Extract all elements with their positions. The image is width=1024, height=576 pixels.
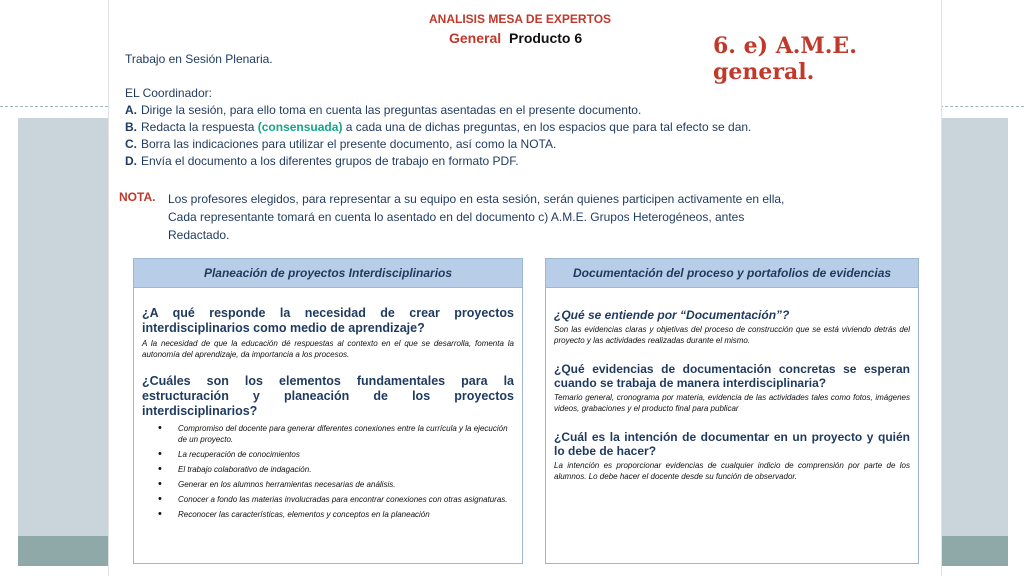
nota-text: Los profesores elegidos, para representar a su equipo en esta sesión, serán quienes participen activamente en ella, Cada representante tomará en cuenta lo asentado en del documento c) A.M.E. Grupos Heterogéneos, antes Redactado. [168, 192, 785, 242]
slide-band-right [940, 118, 1008, 536]
list-item: A. Dirige la sesión, para ello toma en cuenta las preguntas asentadas en el presente documento. [125, 103, 642, 117]
planning-box-header: Planeación de proyectos Interdisciplinarios [134, 259, 522, 288]
slide-footer-right [940, 536, 1008, 566]
subheader-general: General [449, 30, 502, 46]
slide-band-left [18, 118, 108, 536]
slide-footer-left [18, 536, 108, 566]
slide-title: 6. e) A.M.E. general. [713, 33, 857, 85]
dashed-divider-right [940, 106, 1024, 107]
subheader-producto: Producto 6 [509, 30, 583, 46]
nota-label: NOTA. [119, 190, 156, 204]
elements-list [142, 423, 514, 520]
list-item: • Compromiso del docente para generar diferentes conexiones entre la currícula y la ejecución de un proyecto. [164, 423, 514, 445]
list-item: • El trabajo colaborativo de indagación. [164, 464, 514, 475]
question: ¿Qué se entiende por “Documentación”? [554, 308, 790, 322]
document-header: ANALISIS MESA DE EXPERTOS [429, 12, 612, 26]
list-item: • Generar en los alumnos herramientas necesarias de análisis. [164, 479, 514, 490]
question: ¿Qué evidencias de documentación concretas se esperan cuando se trabaja de manera interdisciplinaria? [554, 362, 910, 390]
document-subheader [449, 30, 582, 46]
answer: A la necesidad de que la educación dé respuestas al contexto en el que se desarrolla, fomenta la autonomía del aprendizaje, da importancia a los procesos. [142, 339, 514, 359]
list-item: • La recuperación de conocimientos [164, 449, 514, 460]
documentation-box [545, 258, 919, 564]
list-item: B. Redacta la respuesta (consensuada) a cada una de dichas preguntas, en los espacios que para tal efecto se dan. [125, 120, 752, 134]
list-item: • Conocer a fondo las materias involucradas para encontrar conexiones con otras asignaturas. [164, 494, 514, 505]
list-item: • Reconocer las características, elementos y conceptos en la planeación [164, 509, 514, 520]
section-title: Trabajo en Sesión Plenaria. [125, 52, 273, 66]
answer: Temario general, cronograma por materia, evidencia de las actividades tales como fotos, imágenes videos, grabaciones y el producto final para publicar [554, 393, 910, 413]
document-page [108, 0, 942, 576]
highlight-consensuada: (consensuada) [257, 120, 343, 134]
answer: Son las evidencias claras y objetivas del proceso de construcción que se está viviendo detrás del proyecto y las actividades realizadas durante el mismo. [554, 325, 910, 345]
list-item: C. Borra las indicaciones para utilizar el presente documento, así como la NOTA. [125, 137, 557, 151]
documentation-box-header: Documentación del proceso y portafolios de evidencias [546, 259, 918, 288]
coordinator-list [125, 102, 751, 170]
planning-box [133, 258, 523, 564]
dashed-divider-left [0, 106, 108, 107]
list-item: D. Envía el documento a los diferentes grupos de trabajo en formato PDF. [125, 154, 519, 168]
question: ¿Cuáles son los elementos fundamentales para la estructuración y planeación de los proyectos interdisciplinarios? [142, 374, 514, 418]
question: ¿A qué responde la necesidad de crear proyectos interdisciplinarios como medio de aprendizaje? [142, 306, 514, 335]
answer: La intención es proporcionar evidencias de cualquier indicio de comprensión por parte de los alumnos. Lo debe hacer el docente desde su función de observador. [554, 461, 910, 481]
question: ¿Cuál es la intención de documentar en un proyecto y quién lo debe de hacer? [554, 430, 910, 458]
coordinator-title: EL Coordinador: [125, 86, 212, 100]
